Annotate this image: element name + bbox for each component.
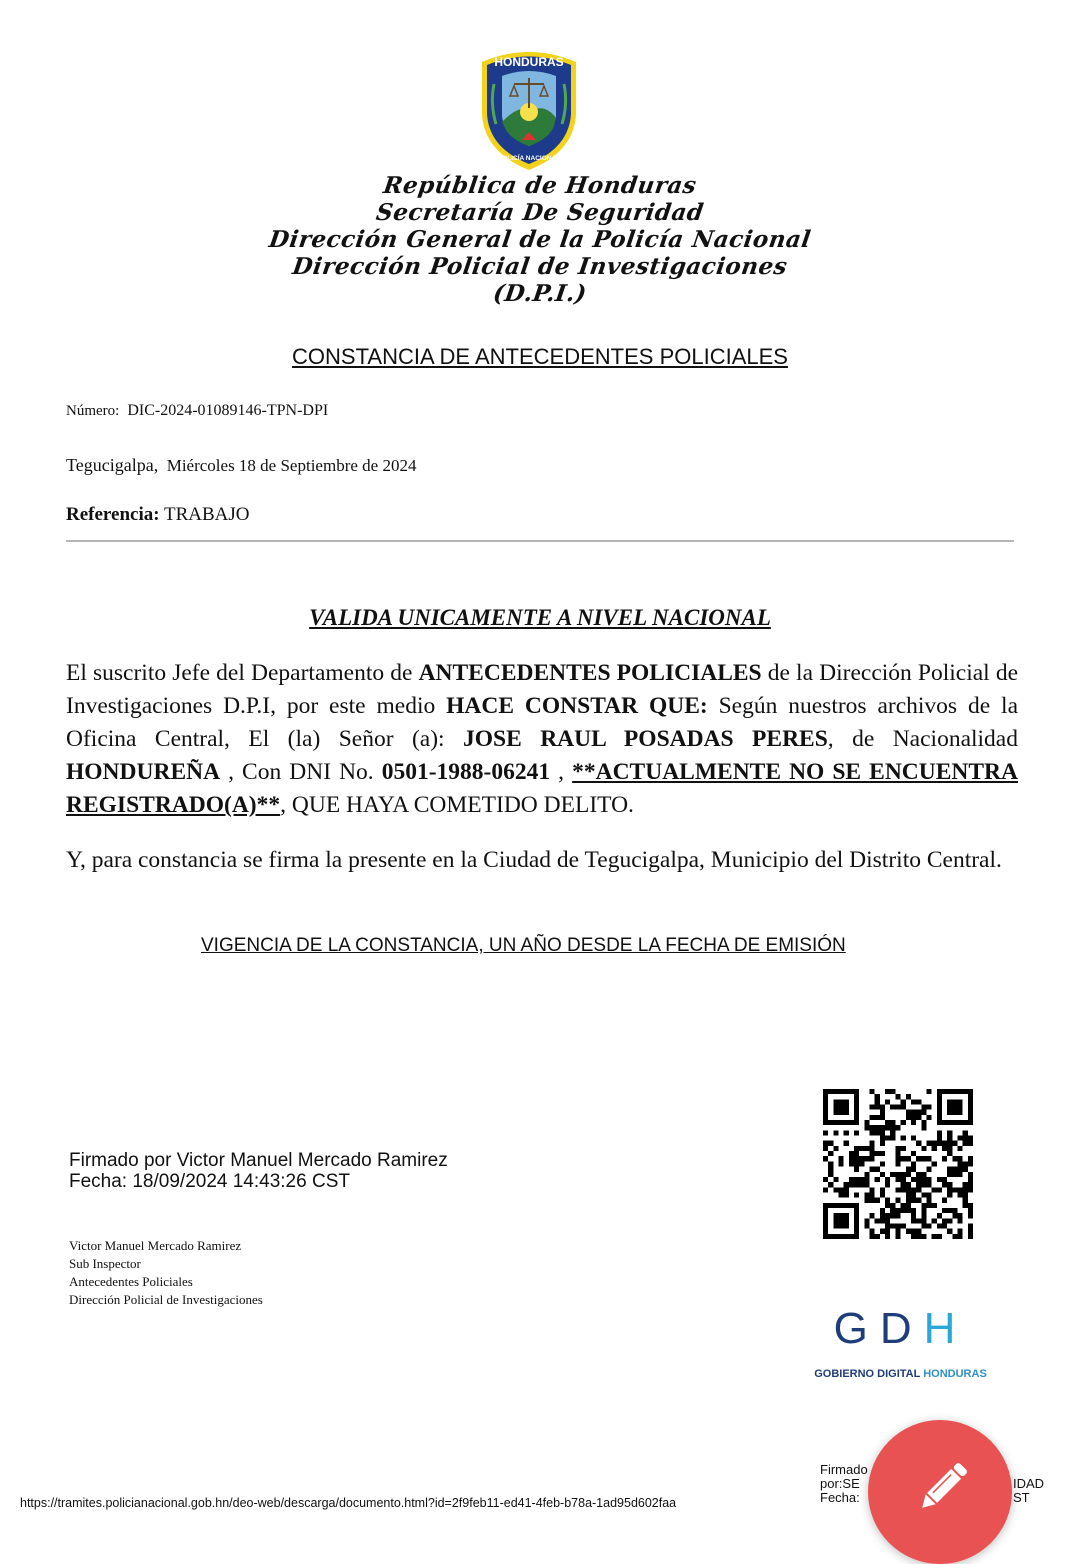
body-text: El suscrito Jefe del Departamento de [66, 660, 419, 686]
referencia-label: Referencia: [66, 504, 160, 525]
vigencia-notice: VIGENCIA DE LA CONSTANCIA, UN AÑO DESDE LA FECHA DE EMISIÓN [201, 935, 846, 956]
signed-by: Firmado por Victor Manuel Mercado Ramirez [69, 1150, 448, 1171]
document-url[interactable]: https://tramites.policianacional.gob.hn/deo-web/descarga/documento.html?id=2f9feb11-ed41-4feb-b78a-1ad95d602faa [20, 1496, 677, 1510]
header-line-dpi-abbr: (D.P.I.) [491, 280, 589, 307]
document-title: CONSTANCIA DE ANTECEDENTES POLICIALES [292, 344, 788, 369]
person-name: JOSE RAUL POSADAS PERES [463, 726, 828, 752]
logo-text-policia: POLICÍA NACIONAL [497, 155, 561, 162]
stamp-line-3-end: ST [1013, 1490, 1030, 1505]
secondary-signature-stamp [820, 1463, 868, 1505]
secondary-signature-stamp-end [1013, 1477, 1044, 1505]
signature-date: Fecha: 18/09/2024 14:43:26 CST [69, 1171, 350, 1192]
header-line-republica: República de Honduras [381, 172, 699, 199]
department-name: ANTECEDENTES POLICIALES [418, 660, 762, 686]
signer-department: Antecedentes Policiales [69, 1274, 193, 1289]
stamp-line-2: por:SE [820, 1476, 860, 1491]
city: Tegucigalpa, [66, 455, 159, 475]
body-text: Según nuestros archivos de la Oficina Central, El (la) Señor (a): [66, 693, 1018, 752]
police-shield-logo [474, 44, 584, 172]
hace-constar: HACE CONSTAR QUE: [446, 693, 708, 719]
closing-paragraph: Y, para constancia se firma la presente en la Ciudad de Tegucigalpa, Municipio del Distrito Central. [66, 847, 1002, 873]
stamp-line-3: Fecha: [820, 1490, 860, 1505]
qr-code[interactable] [823, 1089, 973, 1239]
institution-header [0, 172, 1080, 307]
body-text: , QUE HAYA COMETIDO DELITO. [280, 792, 634, 818]
nationality: HONDUREÑA [66, 759, 221, 785]
signer-name: Victor Manuel Mercado Ramirez [69, 1238, 242, 1253]
gdh-d: D [879, 1304, 924, 1353]
numero-label: Número: [66, 403, 120, 419]
numero-value: DIC-2024-01089146-TPN-DPI [127, 402, 329, 419]
stamp-line-2-end: IDAD [1013, 1476, 1045, 1491]
stamp-line-1: Firmado [820, 1462, 868, 1477]
gdh-caption [808, 1368, 993, 1380]
dni-number: 0501-1988-06241 [381, 759, 551, 785]
gdh-h: H [923, 1304, 968, 1353]
pencil-icon [912, 1458, 972, 1518]
divider [66, 540, 1014, 542]
edit-fab-button[interactable] [868, 1420, 1012, 1564]
header-line-dpi: Dirección Policial de Investigaciones [290, 253, 790, 280]
gdh-letters [808, 1304, 993, 1354]
body-text: , de Nacionalidad [827, 726, 1018, 752]
referencia-value: TRABAJO [163, 504, 250, 525]
date-row [66, 455, 416, 476]
valida-notice: VALIDA UNICAMENTE A NIVEL NACIONAL [309, 605, 771, 630]
body-text: , [550, 759, 573, 785]
signer-rank: Sub Inspector [69, 1256, 141, 1271]
header-line-secretaria: Secretaría De Seguridad [374, 199, 706, 226]
gobierno-digital-honduras-logo [808, 1290, 993, 1430]
referencia-row [66, 504, 249, 526]
body-text: de la Dirección Policial de Investigaciones D.P.I, por este medio [66, 660, 1018, 719]
gdh-caption-light: HONDURAS [923, 1368, 987, 1380]
numero-row [66, 402, 328, 420]
record-status: **ACTUALMENTE NO SE ENCUENTRA REGISTRADO(A)** [66, 759, 1019, 818]
logo-text-honduras: HONDURAS [494, 55, 564, 69]
body-text: , Con DNI No. [220, 759, 382, 785]
certification-paragraph [66, 657, 1018, 822]
signer-details [69, 1237, 263, 1309]
gdh-g: G [833, 1304, 880, 1353]
signer-organization: Dirección Policial de Investigaciones [69, 1292, 263, 1307]
header-line-direccion-general: Dirección General de la Policía Nacional [267, 226, 813, 253]
issue-date: Miércoles 18 de Septiembre de 2024 [166, 456, 417, 475]
gdh-caption-dark: GOBIERNO DIGITAL [814, 1368, 924, 1380]
digital-signature-block [69, 1150, 448, 1192]
